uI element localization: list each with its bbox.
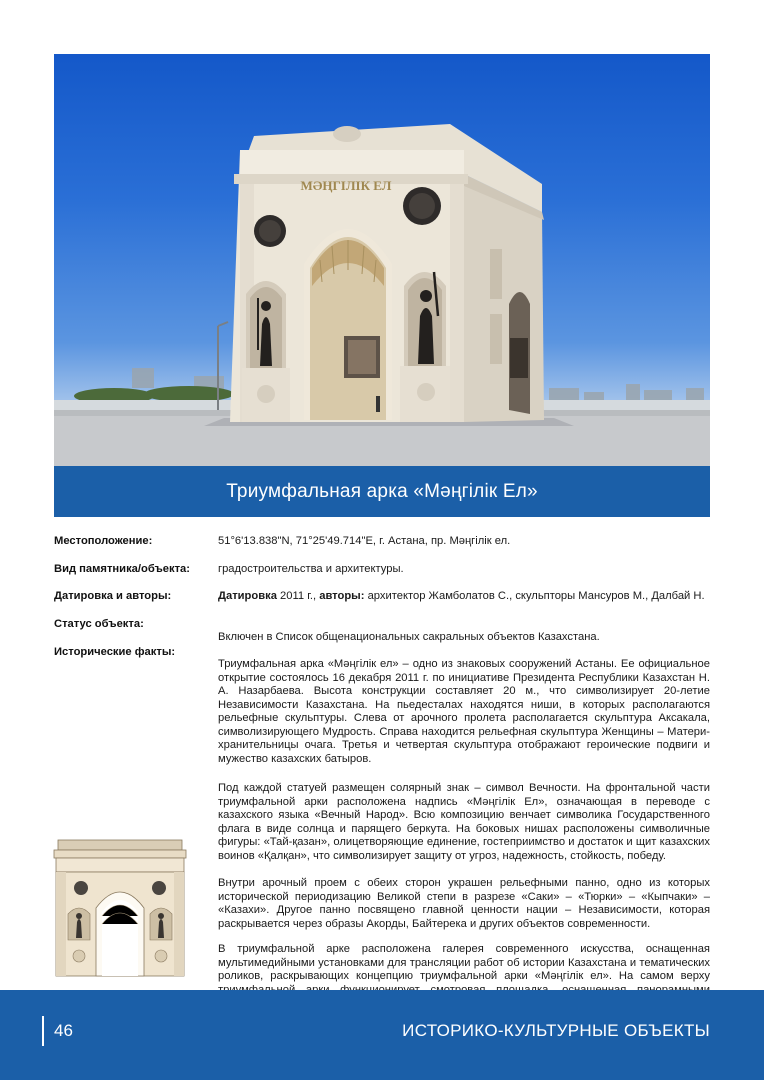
status-value: Включен в Список общенациональных сакральных объектов Казахстана. [218,631,600,643]
dating-label: Датировка и авторы: [54,590,172,602]
page-footer [0,990,764,1080]
history-paragraph-3: Внутри арочный проем с обеих сторон украшен рельефными панно, одно из которых исторической периодизацию Великой степи в разрезе «Саки» – «Тюрки» – «Кыпчаки» – «Казахи». Другое панно посвящено главной ценности нации – Независимости, которая раскрывается через образы Акорды, Байтерека и других объектов современности. [218,877,710,930]
arch-photo-illustration [54,54,710,466]
location-value: 51°6'13.838"N, 71°25'49.714"E, г. Астана, пр. Мәңгілік ел. [218,535,511,547]
section-title: ИСТОРИКО-КУЛЬТУРНЫЕ ОБЪЕКТЫ [402,1021,710,1040]
page-title: Триумфальная арка «Мәңгілік Ел» [226,480,538,502]
status-label: Статус объекта: [54,618,144,630]
history-paragraph-1: Триумфальная арка «Мәңгілік ел» – одно из знаковых сооружений Астаны. Ее официальное открытие состоялось 16 декабря 2011 г. по инициативе Президента Республики Казахстан Н. А. Назарбаева. Высота конструкции составляет 20 м., что символизирует 20-летие Независимости Казахстана. На пьедесталах находятся ниши, в которых располагаются рельефные скульптуры. Слева от арочного пролета располагается скульптура Аксакала, символизирующего Мудрость. Справа находится рельефная скульптура Женщины – Матери-хранительницы очага. Третья и четвертая скульптура отображают героические подвиги и мужество казахских батыров. [218,658,710,765]
arch-sketch-illustration [50,836,190,978]
type-value: градостроительства и архитектуры. [218,563,404,575]
authors-value: архитектор Жамболатов С., скульпторы Мансуров М., Далбай Н. [364,590,705,602]
page-title-bar [54,466,710,517]
dating-value [218,590,710,604]
authors-key: авторы: [319,590,365,602]
arch-photo [54,54,710,466]
history-paragraph-2: Под каждой статуей размещен солярный знак – символ Вечности. На фронтальной части триумфальной арки расположена надпись «Мәңгілік Ел», означающая в переводе с казахского языка «Вечный Народ». Всю композицию венчает символика Государственного флага в виде солнца и парящего беркута. На боковых нишах расположены символичные фигуры: «Тай-қазан», олицетворяющие единение, гостеприимство и достаток и щит казахских воинов «Қалқан», что символизирует защиту от угроз, надежность, стойкость, победу. [218,782,710,862]
dating-key: Датировка [218,590,277,602]
arch-inscription: МӘҢГІЛІК ЕЛ [300,178,392,193]
type-label: Вид памятника/объекта: [54,563,190,575]
history-paragraph-4: В триумфальной арке расположена галерея современного искусства, оснащенная мультимедийными установками для трансляции работ об истории Казахстана и тематических роликов, раскрывающих концепцию триумфальной арки «Мәңгілік ел». На самом верху [218,943,710,982]
history-label: Исторические факты: [54,646,176,658]
footer-divider [42,1016,44,1046]
dating-year: 2011 г., [276,590,320,602]
page-number: 46 [54,1021,73,1040]
location-label: Местоположение: [54,535,153,547]
